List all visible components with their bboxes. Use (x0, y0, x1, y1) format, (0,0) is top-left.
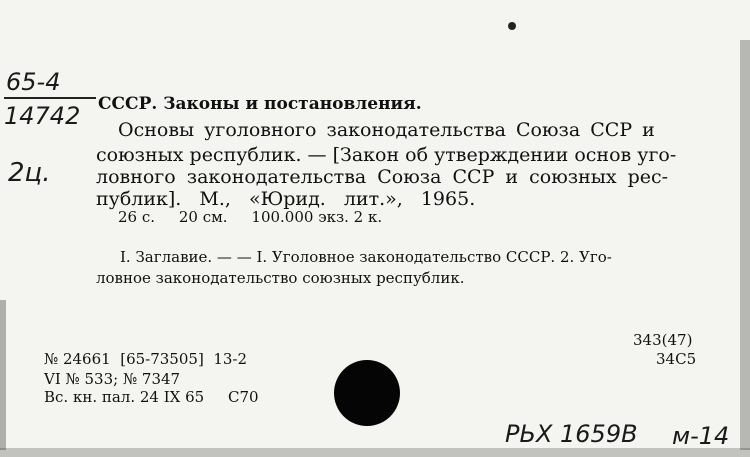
bottom-stamp: РЬХ 1659В (505, 420, 638, 448)
shelf-mark-divider (4, 97, 96, 99)
punch-hole (334, 360, 400, 426)
side-handwritten-mark: 2ц. (8, 158, 51, 188)
shelf-mark-top: 65-4 (6, 68, 61, 96)
footer-line-2: VI № 533; № 7347 (44, 370, 181, 388)
footer-line-3: Вс. кн. пал. 24 IX 65 С70 (44, 388, 259, 406)
entry-body-line-1: Основы уголовного законодательства Союза ССР и (118, 119, 655, 141)
ink-speck (508, 22, 516, 30)
tracings-line-1: I. Заглавие. — — I. Уголовное законодательство СССР. 2. Уго- (120, 248, 612, 266)
bottom-edge-smudge (0, 448, 750, 457)
entry-heading: СССР. Законы и постановления. (98, 94, 422, 114)
left-edge-smudge (0, 300, 6, 450)
entry-collation: 26 с. 20 см. 100.000 экз. 2 к. (118, 208, 383, 226)
right-edge-smudge (740, 40, 750, 450)
author-mark: 34С5 (656, 350, 697, 368)
footer-line-1: № 24661 [65-73505] 13-2 (44, 350, 248, 368)
entry-body-line-2: союзных республик. — [Закон об утверждении основ уго- (96, 144, 677, 166)
entry-body-line-3: ловного законодательства Союза ССР и союзных рес- (96, 166, 669, 188)
classification-index: 343(47) (633, 331, 693, 349)
entry-body-line-4: публик]. М., «Юрид. лит.», 1965. (96, 188, 476, 210)
tracings-line-2: ловное законодательство союзных республик. (96, 269, 465, 287)
bottom-corner-mark: м-14 (672, 422, 730, 450)
shelf-mark-bottom: 14742 (4, 102, 81, 130)
